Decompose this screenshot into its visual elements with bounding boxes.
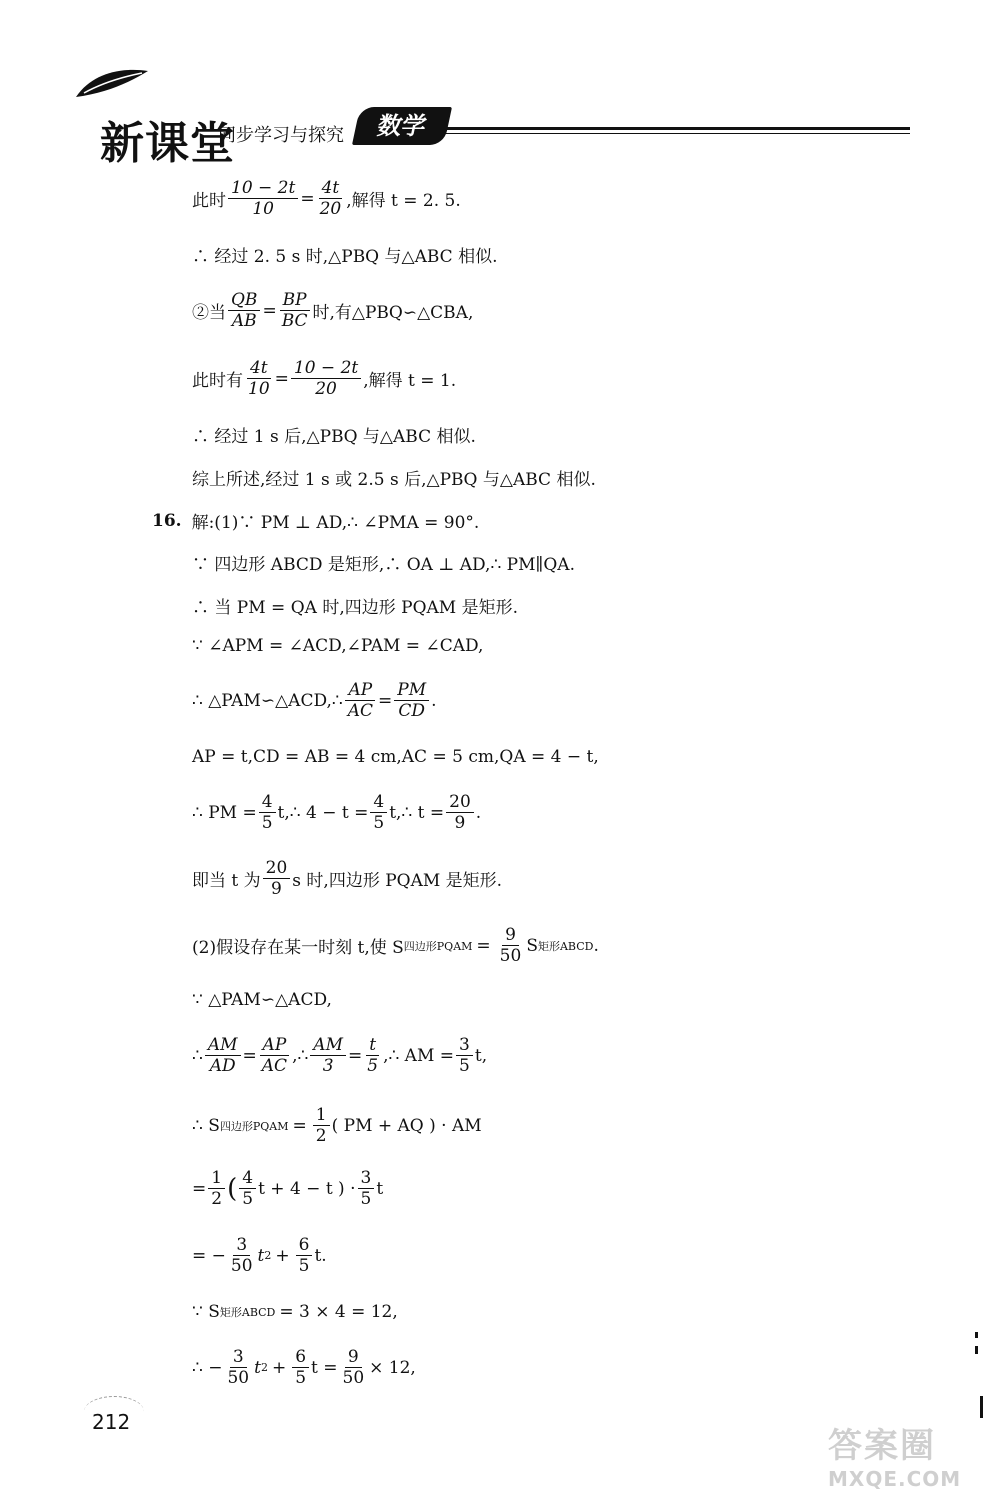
edge-mark (980, 1396, 983, 1418)
numerator: 1 (313, 1105, 330, 1126)
numerator: AM (310, 1035, 346, 1056)
text: ∴ △PAM∽△ACD,∴ (192, 690, 343, 711)
denominator: 5 (360, 1189, 372, 1209)
text: ,∴ (292, 1045, 309, 1066)
numerator: 20 (263, 858, 291, 879)
denominator: 5 (459, 1056, 470, 1076)
fraction (228, 178, 298, 219)
text: ∴ S (192, 1115, 220, 1136)
text: t. (314, 1245, 327, 1266)
denominator: 2 (315, 1126, 327, 1146)
equals: = (274, 368, 289, 389)
page-number: 212 (92, 1410, 131, 1434)
fraction (259, 1035, 290, 1076)
text: ∴ PM = (192, 802, 257, 823)
fraction (394, 680, 429, 721)
denominator: 5 (298, 1256, 310, 1276)
fraction (364, 1035, 381, 1076)
subscript: 四边形PQAM (403, 939, 473, 953)
numerator: 3 (456, 1035, 473, 1056)
fraction (224, 1347, 252, 1388)
numerator: 20 (446, 792, 474, 813)
subscript: 矩形ABCD (537, 939, 594, 953)
fraction (208, 1168, 225, 1209)
numerator: 3 (230, 1347, 247, 1368)
denominator: 5 (367, 1056, 379, 1076)
text: t (257, 1245, 265, 1266)
solution-line: ∵ 四边形 ABCD 是矩形,∴ OA ⊥ AD,∴ PM∥QA. (192, 555, 575, 575)
denominator: 5 (261, 813, 273, 833)
equals: = (378, 690, 393, 711)
solution-line: AP = t,CD = AB = 4 cm,AC = 5 cm,QA = 4 − t, (192, 747, 599, 767)
equals: = (476, 935, 491, 956)
fraction (340, 1347, 368, 1388)
solution-line (192, 925, 599, 966)
solution-line (192, 1035, 487, 1076)
equals: = (242, 1045, 257, 1066)
solution-line (192, 1235, 327, 1276)
text: = 3 × 4 = 12, (279, 1302, 398, 1322)
fraction (279, 290, 311, 331)
subscript: 矩形ABCD (219, 1306, 276, 1319)
text: S (526, 935, 538, 956)
denominator: 50 (499, 946, 522, 966)
denominator: 20 (315, 379, 337, 399)
numerator: QB (228, 290, 260, 311)
text: = − (192, 1245, 226, 1266)
denominator: CD (398, 701, 425, 721)
text: 时,有△PBQ∽△CBA, (312, 303, 474, 323)
equals: = (292, 1115, 307, 1136)
fraction (292, 1347, 309, 1388)
text: + (275, 1245, 290, 1266)
solution-line (192, 1168, 383, 1209)
text: ∴ − (192, 1357, 223, 1378)
numerator: PM (394, 680, 429, 701)
fraction (446, 792, 474, 833)
numerator: 3 (233, 1235, 250, 1256)
numerator: 10 − 2t (228, 178, 298, 199)
text: t,∴ 4 − t = (277, 802, 369, 823)
text: = (192, 1178, 207, 1199)
equals: = (262, 300, 277, 321)
numerator: 4 (370, 792, 387, 813)
text: t (254, 1357, 261, 1378)
text: 此时 (192, 191, 226, 211)
subscript: 四边形PQAM (219, 1119, 289, 1133)
denominator: 10 (252, 199, 274, 219)
solution-line (192, 1302, 398, 1322)
text: 此时有 (192, 371, 243, 391)
fraction (310, 1035, 346, 1076)
text: × 12, (369, 1357, 416, 1378)
solution-line (192, 358, 456, 399)
text: . (475, 802, 482, 823)
denominator: 9 (271, 879, 282, 899)
fraction (317, 178, 345, 219)
solution-line: 综上所述,经过 1 s 或 2.5 s 后,△PBQ 与△ABC 相似. (192, 470, 596, 490)
solution-line (192, 290, 473, 331)
fraction (259, 792, 276, 833)
solution-line (192, 792, 481, 833)
text: 解:(1)∵ PM ⊥ AD,∴ ∠PMA = 90°. (191, 513, 480, 533)
header-rule (440, 127, 910, 130)
solution-line (192, 680, 437, 721)
fraction (296, 1235, 313, 1276)
solution-line: ∴ 当 PM = QA 时,四边形 PQAM 是矩形. (192, 598, 518, 618)
watermark-url: MXQE.COM (828, 1467, 962, 1491)
fraction (497, 925, 525, 966)
denominator: 50 (230, 1256, 253, 1276)
fraction (228, 1235, 256, 1276)
fraction (313, 1105, 330, 1146)
text: t,∴ t = (389, 802, 445, 823)
denominator: AC (347, 701, 373, 721)
numerator: 4 (259, 792, 276, 813)
subject-badge: 数学 (352, 107, 452, 145)
numerator: 4t (319, 178, 343, 199)
text: t + 4 − t ) · (258, 1178, 356, 1199)
numerator: AP (345, 680, 375, 701)
equals: = (347, 1045, 363, 1066)
numerator: 9 (502, 925, 519, 946)
text: . (431, 690, 437, 711)
text: ( (227, 1173, 238, 1204)
fraction (245, 358, 273, 399)
numerator: 10 − 2t (291, 358, 361, 379)
solution-line (192, 1105, 482, 1146)
denominator: 10 (248, 379, 270, 399)
series-title: 同步学习与探究 (218, 125, 344, 146)
text: ,∴ AM = (383, 1045, 455, 1066)
denominator: AB (231, 311, 257, 331)
equals: = (300, 188, 315, 209)
edge-mark (975, 1332, 978, 1338)
fraction (370, 792, 387, 833)
denominator: AD (209, 1056, 236, 1076)
denominator: BC (281, 311, 308, 331)
text: t = (311, 1357, 338, 1378)
superscript: 2 (264, 1249, 272, 1262)
denominator: 5 (242, 1189, 254, 1209)
solution-line: ∴ 经过 2. 5 s 时,△PBQ 与△ABC 相似. (192, 247, 498, 267)
fraction (239, 1168, 256, 1209)
text: + (271, 1357, 287, 1378)
numerator: 9 (345, 1347, 362, 1368)
fraction (228, 290, 260, 331)
question-number: 16. (152, 510, 182, 531)
text: ,解得 t = 2. 5. (346, 191, 461, 211)
text: ∴ (192, 1045, 203, 1066)
fraction (358, 1168, 375, 1209)
text: s 时,四边形 PQAM 是矩形. (292, 871, 503, 891)
edge-mark (975, 1346, 978, 1354)
text: ∵ S (192, 1302, 220, 1322)
numerator: AM (205, 1035, 241, 1056)
denominator: 50 (227, 1368, 250, 1388)
denominator: 5 (373, 813, 385, 833)
solution-line: ∴ 经过 1 s 后,△PBQ 与△ABC 相似. (192, 427, 476, 447)
superscript: 2 (260, 1361, 268, 1374)
header-rule-thin (440, 133, 910, 134)
fraction (263, 858, 291, 899)
numerator: 6 (296, 1235, 313, 1256)
denominator: 50 (342, 1368, 365, 1388)
solution-line (192, 1347, 416, 1388)
fraction (456, 1035, 473, 1076)
denominator: 5 (295, 1368, 307, 1388)
leaf-logo-icon (72, 63, 152, 103)
solution-line: ∵ △PAM∽△ACD, (192, 990, 332, 1010)
watermark-text: 答案圈 (828, 1426, 936, 1466)
numerator: AP (260, 1035, 290, 1056)
text: . (593, 935, 599, 956)
fraction (205, 1035, 241, 1076)
text: (2)假设存在某一时刻 t,使 S (192, 938, 404, 958)
watermark-logo (828, 1418, 978, 1498)
fraction (291, 358, 361, 399)
text: ( PM + AQ ) · AM (331, 1115, 482, 1136)
solution-line (192, 858, 502, 899)
numerator: t (366, 1035, 379, 1056)
denominator: AC (261, 1056, 288, 1076)
numerator: 1 (208, 1168, 225, 1189)
page-header (60, 55, 920, 169)
text: ,解得 t = 1. (363, 371, 457, 391)
denominator: 3 (322, 1056, 334, 1076)
denominator: 2 (211, 1189, 223, 1209)
denominator: 20 (319, 199, 342, 219)
numerator: 4 (239, 1168, 256, 1189)
brand-title: 新课堂 (100, 118, 235, 169)
question-header (152, 508, 479, 533)
numerator: 3 (358, 1168, 375, 1189)
text: ②当 (192, 303, 226, 323)
fraction (345, 680, 376, 721)
text: t, (474, 1045, 488, 1066)
solution-line (192, 178, 461, 219)
denominator: 9 (454, 813, 466, 833)
text: 即当 t 为 (192, 871, 261, 891)
solution-line: ∵ ∠APM = ∠ACD,∠PAM = ∠CAD, (192, 636, 484, 656)
text: t (376, 1178, 384, 1199)
numerator: BP (280, 290, 310, 311)
numerator: 6 (292, 1347, 309, 1368)
numerator: 4t (247, 358, 271, 379)
